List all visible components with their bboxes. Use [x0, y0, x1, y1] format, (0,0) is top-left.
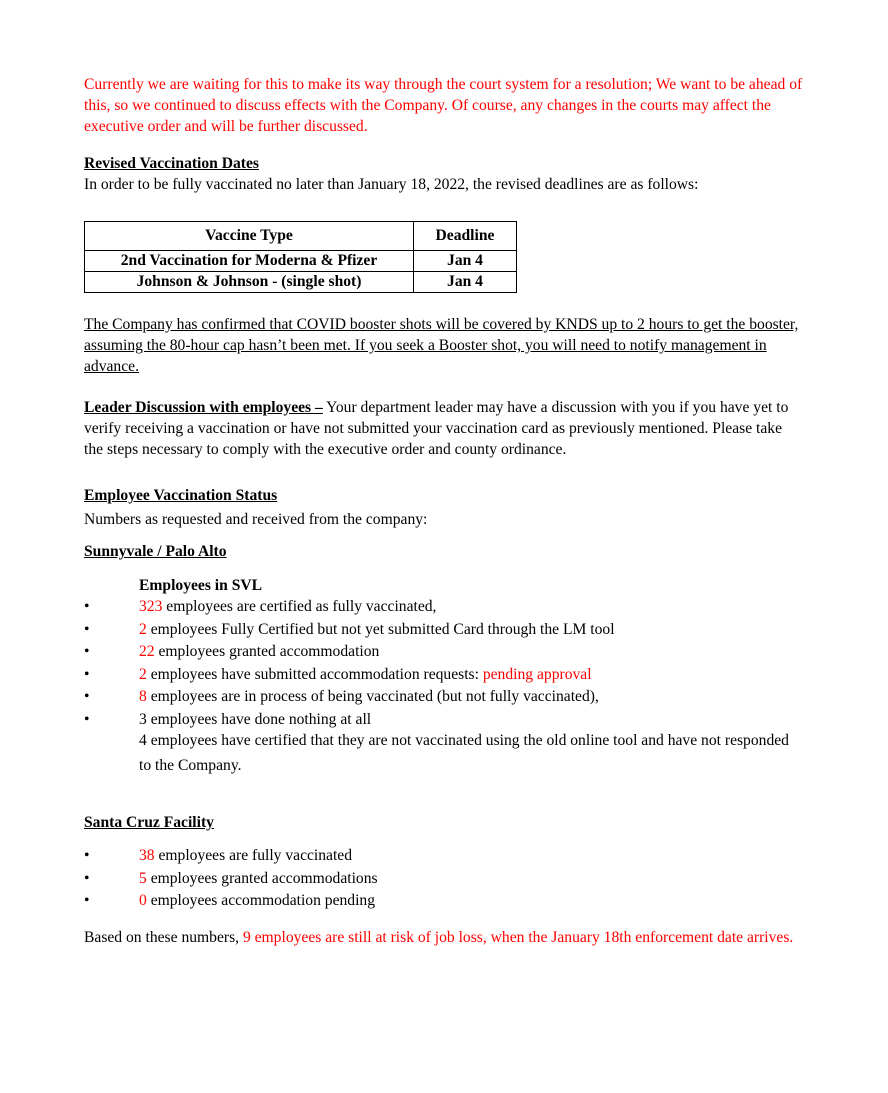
table-cell-vaccine-type: 2nd Vaccination for Moderna & Pfizer — [85, 251, 414, 272]
table-cell-vaccine-type: Johnson & Johnson - (single shot) — [85, 272, 414, 293]
svl-item-text: employees are in process of being vaccinated (but not fully vaccinated), — [146, 688, 599, 705]
bullet-icon: • — [84, 620, 90, 638]
santa-cruz-heading: Santa Cruz Facility — [84, 814, 214, 831]
table-header-vaccine-type: Vaccine Type — [85, 222, 414, 251]
list-item — [84, 868, 804, 891]
intro-paragraph: Currently we are waiting for this to make its way through the court system for a resolution; We want to be ahead of this, so we continued to discuss effects with the Company. Of course, any changes in the courts may affect the executive order and will be further discussed. — [84, 76, 803, 135]
status-heading: Employee Vaccination Status — [84, 487, 278, 504]
bullet-icon: • — [84, 847, 90, 864]
list-item — [84, 845, 804, 868]
table-cell-deadline: Jan 4 — [414, 272, 517, 293]
svl-subheading: Employees in SVL — [139, 577, 263, 594]
sc-item-text: employees are fully vaccinated — [154, 847, 353, 864]
conclusion-prefix: Based on these numbers, — [84, 928, 243, 946]
svl-item-text: employees have done nothing at all — [146, 710, 372, 728]
svl-count: 22 — [139, 643, 155, 660]
sc-count: 38 — [139, 847, 155, 864]
table-row — [85, 251, 517, 272]
svl-item-text: employees granted accommodation — [154, 643, 380, 660]
revised-dates-text: In order to be fully vaccinated no later than January 18, 2022, the revised deadlines are as follows: — [84, 176, 699, 193]
svl-list — [84, 596, 804, 731]
bullet-icon: • — [84, 892, 90, 909]
bullet-icon: • — [84, 710, 90, 728]
list-item — [84, 641, 804, 664]
list-item — [84, 619, 804, 642]
svl-item-text: employees Fully Certified but not yet submitted Card through the LM tool — [146, 620, 615, 638]
bullet-icon: • — [84, 869, 90, 887]
svl-count: 2 — [139, 665, 147, 683]
list-item — [84, 664, 804, 687]
revised-dates-heading: Revised Vaccination Dates — [84, 155, 259, 172]
sc-count: 0 — [139, 892, 147, 909]
bullet-icon: • — [84, 665, 90, 683]
deadline-table — [84, 221, 517, 293]
table-row — [85, 272, 517, 293]
leader-paragraph — [84, 397, 804, 460]
table-cell-deadline: Jan 4 — [414, 251, 517, 272]
sc-item-text: employees accommodation pending — [146, 892, 376, 909]
list-item — [84, 686, 804, 709]
santa-cruz-list — [84, 845, 804, 913]
list-item — [84, 596, 804, 619]
list-item — [84, 890, 804, 913]
sc-item-text: employees granted accommodations — [146, 869, 378, 887]
bullet-icon: • — [84, 643, 90, 660]
pending-approval-label: pending approval — [482, 665, 592, 683]
list-item — [84, 709, 804, 732]
table-header-deadline: Deadline — [414, 222, 517, 251]
leader-heading: Leader Discussion with employees – — [84, 399, 323, 416]
status-text: Numbers as requested and received from the company: — [84, 511, 428, 528]
conclusion-paragraph — [84, 927, 804, 948]
leader-text: Your department leader may have a discussion with you if you have yet to verify receiving a vaccination or have not submitted your vaccination card as previously mentioned. Please take the steps necessary to comply with the executive order and county ordinance. — [84, 399, 789, 458]
svl-count: 2 — [139, 620, 147, 638]
sc-count: 5 — [139, 869, 147, 887]
svl-note: 4 employees have certified that they are not vaccinated using the old online tool and have not responded to the Company. — [139, 732, 789, 774]
document-page — [84, 74, 804, 948]
svl-count: 8 — [139, 688, 147, 705]
table-header-row — [85, 222, 517, 251]
svl-item-text: employees are certified as fully vaccinated, — [162, 598, 437, 615]
booster-paragraph: The Company has confirmed that COVID booster shots will be covered by KNDS up to 2 hours to get the booster, assuming the 80-hour cap hasn’t been met. If you seek a Booster shot, you will need to notify management in advance. — [84, 316, 799, 375]
bullet-icon: • — [84, 598, 90, 615]
conclusion-highlight: 9 employees are still at risk of job loss, when the January 18th enforcement date arrives. — [242, 928, 794, 946]
svl-count: 323 — [139, 598, 163, 615]
svl-item-text: employees have submitted accommodation requests: — [146, 665, 483, 683]
bullet-icon: • — [84, 688, 90, 705]
svl-count: 3 — [139, 710, 147, 728]
sunnyvale-heading: Sunnyvale / Palo Alto — [84, 543, 227, 560]
